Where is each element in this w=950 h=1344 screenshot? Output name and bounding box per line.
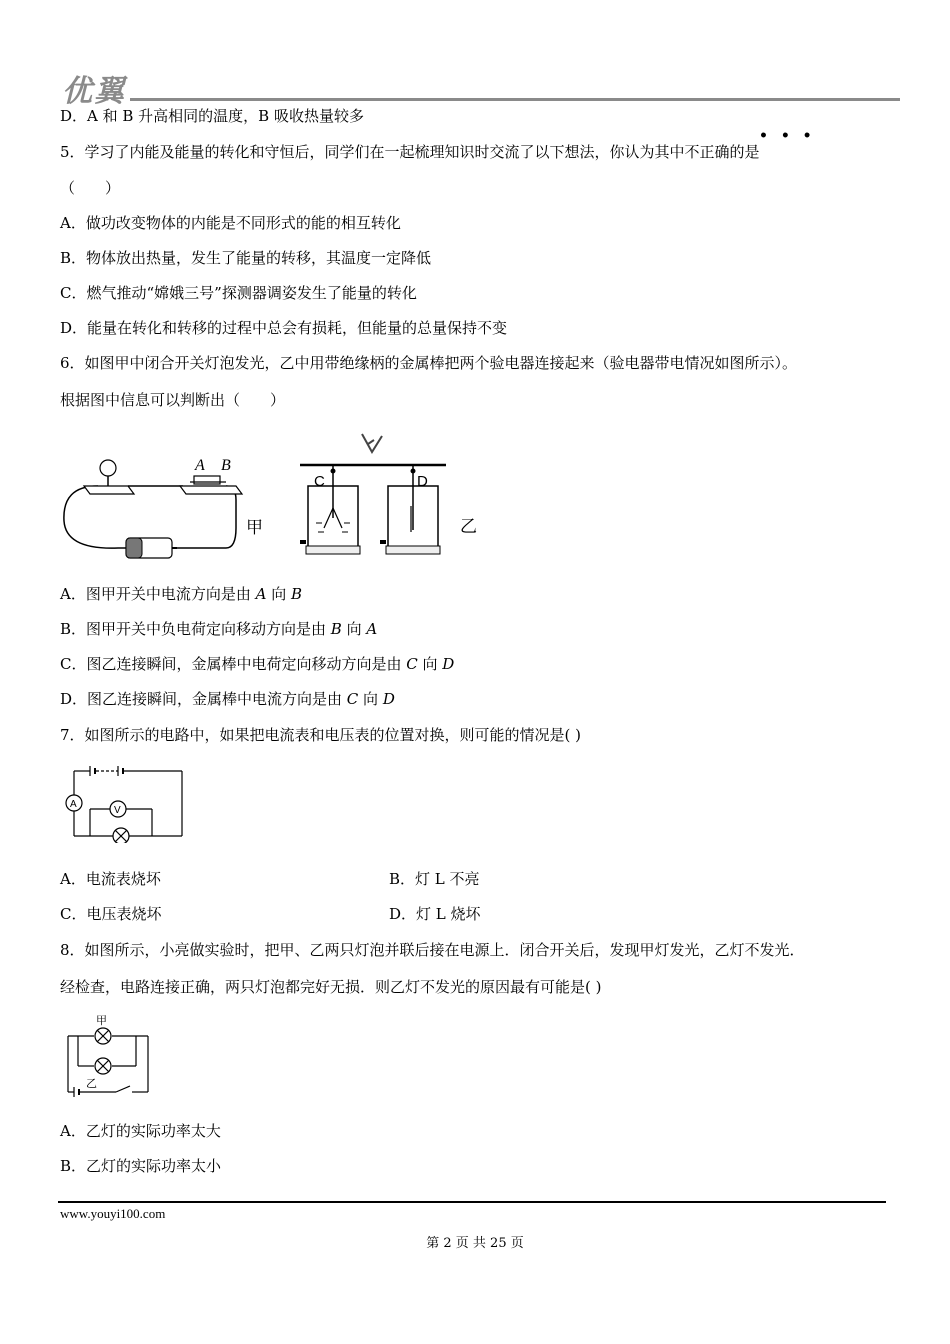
label-a: A [195, 457, 205, 474]
q5-blank: （ ） [60, 179, 121, 197]
q5-stem: 5．学习了内能及能量的转化和守恒后，同学们在一起梳理知识时交流了以下想法，你认为其中不正确的是 [60, 143, 760, 161]
q6-option-c: C．图乙连接瞬间，金属棒中电荷定向移动方向是由 C 向 D [60, 655, 455, 673]
label-jia: 甲 [246, 518, 263, 538]
label-jia-lamp: 甲 [96, 1014, 107, 1027]
q8-option-b: B．乙灯的实际功率太小 [60, 1157, 222, 1175]
page-number: 第 2 页 共 25 页 [426, 1236, 524, 1251]
label-b: B [221, 457, 231, 474]
q7-stem: 7．如图所示的电路中，如果把电流表和电压表的位置对换，则可能的情况是( ) [60, 726, 582, 744]
q6-stem-line1: 6．如图甲中闭合开关灯泡发光，乙中用带绝缘柄的金属棒把两个验电器连接起来（验电器带电情况如图所示）。 [60, 354, 798, 372]
q8-stem-line2: 经检查，电路连接正确，两只灯泡都完好无损．则乙灯不发光的原因最有可能是( ) [60, 978, 602, 996]
emphasis-dots: • • • [759, 128, 816, 144]
q7-option-a: A．电流表烧坏 [60, 870, 161, 888]
label-yi: 乙 [460, 517, 477, 537]
ammeter-label: A [70, 799, 77, 810]
q5-option-c: C．燃气推动“嫦娥三号”探测器调姿发生了能量的转化 [60, 284, 417, 302]
q6-option-b: B．图甲开关中负电荷定向移动方向是由 B 向 A [60, 620, 378, 638]
q7-option-d: D．灯 L 烧坏 [389, 905, 481, 923]
q6-stem-line2: 根据图中信息可以判断出（ ） [60, 391, 286, 409]
logo: 优翼 [62, 74, 126, 109]
q7-figure [60, 763, 190, 843]
q6-figure-jia [58, 446, 278, 566]
q5-option-d: D．能量在转化和转移的过程中总会有损耗，但能量的总量保持不变 [60, 319, 508, 337]
q5-option-b: B．物体放出热量，发生了能量的转移，其温度一定降低 [60, 249, 432, 267]
q5-option-a: A．做功改变物体的内能是不同形式的能的相互转化 [60, 214, 401, 232]
label-d: D [417, 473, 428, 490]
q8-figure [56, 1010, 156, 1102]
q7-option-c: C．电压表烧坏 [60, 905, 162, 923]
footer-rule [58, 1201, 886, 1203]
label-c: C [314, 473, 325, 490]
q6-option-d: D．图乙连接瞬间，金属棒中电流方向是由 C 向 D [60, 690, 395, 708]
voltmeter-label: V [114, 805, 121, 816]
header-rule [130, 98, 900, 101]
q4-option-d: D．A 和 B 升高相同的温度，B 吸收热量较多 [60, 107, 364, 125]
q6-figure-yi [296, 428, 486, 563]
q8-option-a: A．乙灯的实际功率太大 [60, 1122, 221, 1140]
q6-option-a: A．图甲开关中电流方向是由 A 向 B [60, 585, 303, 603]
footer-url: www.youyi100.com [60, 1206, 166, 1221]
q8-stem-line1: 8．如图所示，小亮做实验时，把甲、乙两只灯泡并联后接在电源上．闭合开关后，发现甲灯发光，乙灯不发光． [60, 941, 805, 959]
q7-option-b: B．灯 L 不亮 [389, 870, 480, 888]
label-yi-lamp: 乙 [86, 1077, 97, 1090]
